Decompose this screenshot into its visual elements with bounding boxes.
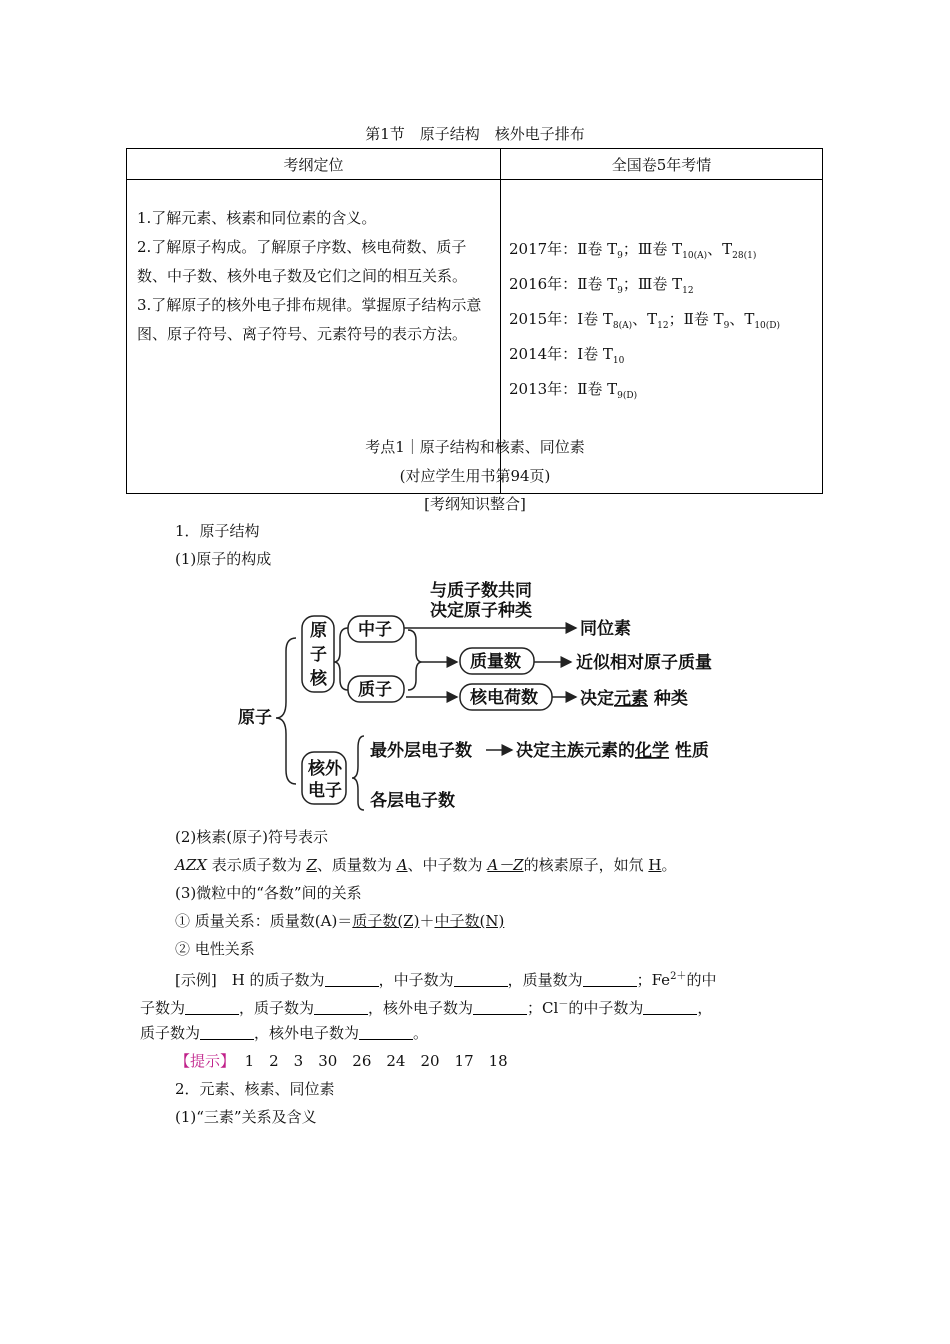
layer-electrons-label: 各层电子数 xyxy=(370,791,455,811)
nucleus-char: 子 xyxy=(310,645,327,665)
hint-line xyxy=(175,1051,508,1071)
nucleus-char: 原 xyxy=(310,621,327,641)
answer-blank[interactable] xyxy=(200,1024,254,1040)
heading-number-relations: (3)微粒中的“各数”间的关系 xyxy=(175,884,362,902)
answer-blank[interactable] xyxy=(643,999,697,1015)
note-line-1: 与质子数共同 xyxy=(430,581,532,601)
answer-blank[interactable] xyxy=(359,1024,413,1040)
exam-line: 2013年：Ⅱ卷 $T_{9(D)}$ xyxy=(509,380,638,401)
section-ref: (对应学生用书第94页) xyxy=(399,467,551,485)
decides-element-label: 决定元素 种类 xyxy=(580,689,688,709)
atom-composition-diagram xyxy=(230,576,750,816)
objective-item: 3.了解原子的核外电子排布规律。掌握原子结构示意图、原子符号、离子符号、元素符号的表示方法。 xyxy=(137,296,482,343)
example-line-3: 质子数为 ，核外电子数为 。 xyxy=(140,1024,429,1042)
answer-blank[interactable] xyxy=(325,971,379,987)
symbol-line: AZX 表示质子数为 Z、质量数为 A、中子数为 A－Z的核素原子，如氘 H。 xyxy=(175,856,677,874)
objective-item: 2.了解原子构成。了解原子序数、核电荷数、质子数、中子数、核外电子数及它们之间的相互关系。 xyxy=(137,238,468,285)
heading-atom-composition: (1)原子的构成 xyxy=(175,550,272,568)
electric-relation: ② 电性关系 xyxy=(175,940,255,958)
objective-item: 1.了解元素、核素和同位素的含义。 xyxy=(137,209,377,227)
heading-atomic-structure: 1．原子结构 xyxy=(175,522,260,540)
shell-label: 核外 xyxy=(308,759,342,779)
exam-line: 2014年：Ⅰ卷 $T_{10}$ xyxy=(509,345,625,366)
exam-line: 2016年：Ⅱ卷 $T_9$；Ⅲ卷 $T_{12}$ xyxy=(509,275,694,296)
exam-line: 2015年：Ⅰ卷 $T_{8(A)}$、$T_{12}$；Ⅱ卷 $T_9$、$T_{10(D)}$ xyxy=(509,310,781,331)
heading-nuclide-symbol: (2)核素(原子)符号表示 xyxy=(175,828,328,846)
answer-blank[interactable] xyxy=(473,999,527,1015)
table-header-exams: 全国卷5年考情 xyxy=(501,149,823,180)
exam-line: 2017年：Ⅱ卷 $T_9$；Ⅲ卷 $T_{10(A)}$、$T_{28(1)}$ xyxy=(509,240,757,261)
example-line-2: 子数为 ，质子数为 ，核外电子数为 ；Cl－的中子数为 ， xyxy=(140,999,713,1017)
section-sub: [考纲知识整合] xyxy=(424,495,526,513)
outer-electrons-label: 最外层电子数 xyxy=(370,741,472,761)
main-group-label: 决定主族元素的化学 性质 xyxy=(516,741,709,761)
note-line-2: 决定原子种类 xyxy=(430,601,532,621)
answer-blank[interactable] xyxy=(454,971,508,987)
mass-relation: ① 质量关系：质量数(A)＝质子数(Z)＋中子数(N) xyxy=(175,912,505,930)
heading-three-terms: (1)“三素”关系及含义 xyxy=(175,1108,317,1126)
nuclear-charge-label: 核电荷数 xyxy=(470,688,538,708)
mass-number-label: 质量数 xyxy=(470,652,521,672)
atom-label: 原子 xyxy=(238,708,272,728)
answer-blank[interactable] xyxy=(185,999,239,1015)
shell-label: 电子 xyxy=(308,781,342,801)
nucleus-char: 核 xyxy=(310,669,327,689)
np-brace xyxy=(408,630,422,690)
hint-values: 1 2 3 30 26 24 20 17 18 xyxy=(244,1052,508,1070)
main-brace xyxy=(276,638,296,784)
proton-label: 质子 xyxy=(358,680,392,700)
example-line-1: [示例] H 的质子数为 ，中子数为 ，质量数为 ；$Fe^{2+}$的中 xyxy=(175,971,717,989)
page-title: 第1节 原子结构 核外电子排布 xyxy=(365,125,585,143)
approx-mass-label: 近似相对原子质量 xyxy=(576,653,712,673)
table-header-objectives: 考纲定位 xyxy=(127,149,501,180)
isotope-label: 同位素 xyxy=(580,619,631,639)
section-heading: 考点1｜原子结构和核素、同位素 xyxy=(365,438,585,456)
nucleus-brace xyxy=(334,628,348,690)
hint-label: 【提示】 xyxy=(175,1052,236,1070)
answer-blank[interactable] xyxy=(583,971,637,987)
answer-blank[interactable] xyxy=(314,999,368,1015)
shell-brace xyxy=(352,736,364,810)
heading-element-nuclide: 2．元素、核素、同位素 xyxy=(175,1080,335,1098)
neutron-label: 中子 xyxy=(358,620,392,640)
